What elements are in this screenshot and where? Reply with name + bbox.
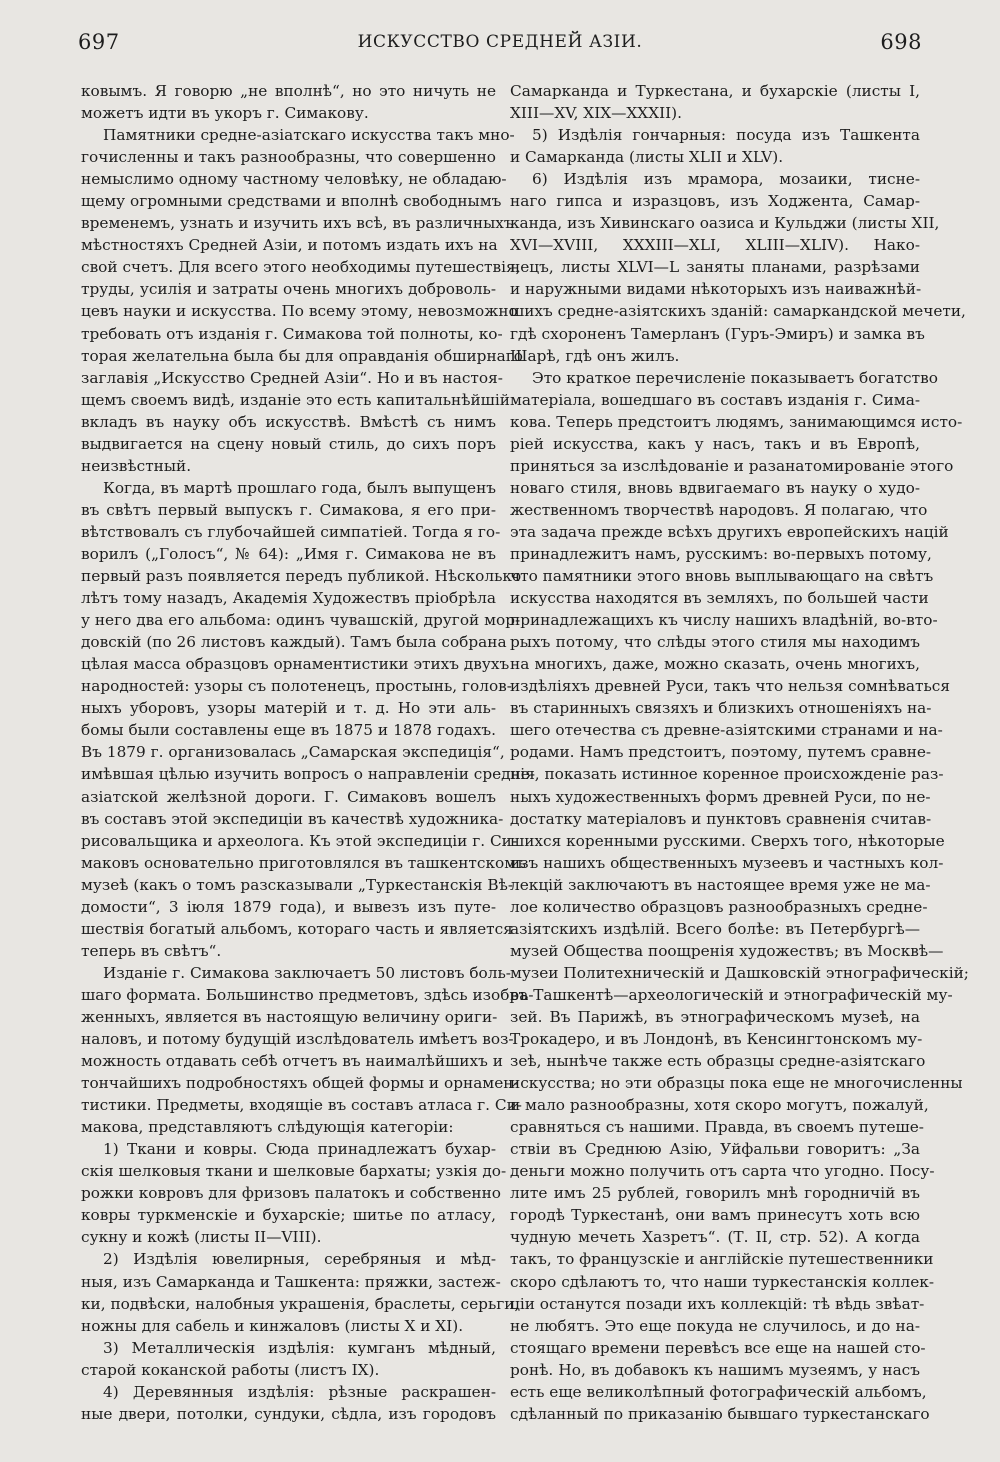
text-line: что памятники этого вновь выплывающаго на свѣтъ (510, 567, 934, 586)
text-line: шихъ средне-азіятскихъ зданій: самаркандской мечети, (510, 302, 966, 321)
text-line: ронѣ. Но, въ добавокъ къ нашимъ музеямъ, у насъ (510, 1360, 920, 1379)
text-line: можетъ идти въ укоръ г. Симакову. (81, 104, 369, 123)
text-line: Трокадеро, и въ Лондонѣ, въ Кенсингтонскомъ му- (510, 1030, 923, 1049)
text-line: неизвѣстный. (81, 456, 192, 475)
text-line: шествія богатый альбомъ, котораго часть и является (81, 919, 513, 938)
text-line: ковры туркменскіе и бухарскіе; шитье по атласу, (81, 1206, 496, 1225)
text-line: ножны для сабель и кинжаловъ (листы X и XI). (81, 1316, 464, 1335)
text-line: искусства находятся въ земляхъ, по большей части (510, 589, 929, 608)
text-line: лите имъ 25 рублей, говорилъ мнѣ городничій въ (510, 1184, 920, 1203)
text-line: рисовальщика и археолога. Къ этой экспедиціи г. Си- (81, 831, 518, 850)
text-line: ныя, изъ Самарканда и Ташкента: пряжки, застеж- (81, 1272, 501, 1291)
text-line: нецъ, листы XLVI—L заняты планами, разрѣзами (510, 258, 920, 277)
text-line: канда, изъ Хивинскаго оазиса и Кульджи (листы XII, (510, 214, 940, 233)
text-line: довскій (по 26 листовъ каждый). Тамъ была собрана (81, 633, 507, 652)
text-line: цѣлая масса образцовъ орнаментистики этихъ двухъ (81, 655, 510, 674)
text-line: 5) Издѣлія гончарныя: посуда изъ Ташкента (532, 126, 920, 145)
text-line: азіятскихъ издѣлій. Всего болѣе: въ Петербургѣ— (510, 919, 920, 938)
text-line: сравняться съ нашими. Правда, въ своемъ путеше- (510, 1118, 924, 1137)
text-line: щемъ своемъ видѣ, изданіе это есть капитальнѣйшій (81, 390, 510, 409)
text-line: 6) Издѣлія изъ мрамора, мозаики, тисне- (532, 170, 920, 189)
text-line: изъ нашихъ общественныхъ музеевъ и частныхъ кол- (510, 853, 944, 872)
text-line: не любятъ. Это еще покуда не случилось, и до на- (510, 1316, 920, 1335)
text-line: щему огромными средствами и вполнѣ свободнымъ (81, 192, 502, 211)
text-line: свой счетъ. Для всего этого необходимы путешествія, (81, 258, 521, 277)
text-line: на многихъ, даже, можно сказать, очень многихъ, (510, 655, 920, 674)
text-line: достатку матеріаловъ и пунктовъ сравненія считав- (510, 809, 932, 828)
text-line: лекцій заключаютъ въ настоящее время уже не ма- (510, 875, 931, 894)
text-line: эта задача прежде всѣхъ другихъ европейскихъ націй (510, 522, 949, 541)
text-line: ріей искусства, какъ у насъ, такъ и въ Европѣ, (510, 434, 920, 453)
text-line: въ составъ этой экспедиціи въ качествѣ художника- (81, 809, 504, 828)
text-line: ныхъ уборовъ, узоры матерій и т. д. Но эти аль- (81, 699, 496, 718)
text-line: имѣвшая цѣлью изучить вопросъ о направленіи средне- (81, 765, 536, 784)
text-line: шаго формата. Большинство предметовъ, здѣсь изобра- (81, 985, 534, 1004)
right-column (510, 80, 969, 1425)
text-line: выдвигается на сцену новый стиль, до сихъ поръ (81, 434, 496, 453)
text-line: Самарканда и Туркестана, и бухарскіе (листы I, (510, 82, 920, 100)
text-line: XVI—XVIII, XXXIII—XLI, XLIII—XLIV). Нако- (510, 236, 920, 255)
text-line: принадлежитъ намъ, русскимъ: во-первыхъ потому, (510, 544, 932, 563)
page-number-right: 698 (880, 30, 922, 54)
text-line: ки, подвѣски, налобныя украшенія, браслеты, серьги, (81, 1294, 520, 1313)
text-line: и мало разнообразны, хотя скоро могутъ, пожалуй, (510, 1096, 929, 1115)
text-line: торая желательна была бы для оправданія обширнаго (81, 346, 524, 365)
text-line: нія, показать истинное коренное происхожденіе раз- (510, 765, 944, 784)
text-line: есть еще великолѣпный фотографическій альбомъ, (510, 1382, 927, 1401)
text-line: 4) Деревянныя издѣлія: рѣзные раскрашен- (103, 1382, 496, 1401)
text-line: женныхъ, является въ настоящую величину ориги- (81, 1007, 498, 1026)
text-line: можность отдавать себѣ отчетъ въ наималѣйшихъ и (81, 1052, 503, 1071)
text-line: гочисленны и такъ разнообразны, что совершенно (81, 148, 496, 167)
text-line: родами. Намъ предстоитъ, поэтому, путемъ сравне- (510, 743, 932, 762)
text-line: ціи останутся позади ихъ коллекцій: тѣ вѣдь звѣат- (510, 1294, 925, 1313)
text-line: жественномъ творчествѣ народовъ. Я полагаю, что (510, 500, 928, 519)
text-line: Изданіе г. Симакова заключаетъ 50 листовъ боль- (103, 963, 511, 982)
text-line: наловъ, и потому будущій изслѣдователь имѣетъ воз- (81, 1030, 514, 1049)
text-line: временемъ, узнать и изучить ихъ всѣ, въ различныхъ (81, 214, 514, 233)
text-line: тончайшихъ подробностяхъ общей формы и орнамен- (81, 1074, 519, 1093)
text-line: старой коканской работы (листъ IX). (81, 1360, 380, 1379)
text-line: вкладъ въ науку объ искусствѣ. Вмѣстѣ съ нимъ (81, 412, 496, 431)
text-line: первый разъ появляется передъ публикой. Нѣсколько (81, 567, 522, 586)
text-line: 2) Издѣлія ювелирныя, серебряныя и мѣд- (103, 1250, 496, 1269)
text-line: шего отечества съ древне-азіятскими странами и на- (510, 721, 943, 740)
text-line: въ старинныхъ связяхъ и близкихъ отношеніяхъ на- (510, 699, 932, 718)
text-line: такъ, то французскіе и англійскіе путешественники (510, 1250, 934, 1269)
text-line: издѣліяхъ древней Руси, такъ что нельзя сомнѣваться (510, 677, 950, 696)
text-line: труды, усилія и затраты очень многихъ доброволь- (81, 280, 496, 299)
text-line: гдѣ схороненъ Тамерланъ (Гуръ-Эмиръ) и замка въ (510, 324, 925, 343)
text-line: Это краткое перечисленіе показываетъ богатство (532, 368, 938, 387)
text-line: новаго стиля, вновь вдвигаемаго въ науку о худо- (510, 478, 920, 497)
text-line: деньги можно получить отъ сарта что угодно. Посу- (510, 1162, 935, 1181)
text-line: музей Общества поощренія художествъ; въ Москвѣ— (510, 941, 944, 960)
text-line: Шарѣ, гдѣ онъ жилъ. (510, 346, 680, 365)
text-line: XIII—XV, XIX—XXXII). (510, 104, 683, 123)
text-line: лое количество образцовъ разнообразныхъ средне- (510, 897, 928, 916)
text-line: въ Ташкентѣ—археологическій и этнографическій му- (510, 985, 953, 1004)
text-line: и наружными видами нѣкоторыхъ изъ наиважнѣй- (510, 280, 922, 299)
text-line: матеріала, вошедшаго въ составъ изданія г. Сима- (510, 390, 920, 409)
text-line: кова. Теперь предстоитъ людямъ, занимающимся исто- (510, 412, 963, 431)
left-column (81, 80, 536, 1425)
text-line: зей. Въ Парижѣ, въ этнографическомъ музеѣ, на (510, 1007, 920, 1026)
text-line: азіатской желѣзной дороги. Г. Симаковъ вошелъ (81, 787, 496, 806)
text-line: лѣтъ тому назадъ, Академія Художествъ пріобрѣла (81, 589, 496, 608)
text-line: домости“, 3 іюля 1879 года), и вывезъ изъ путе- (81, 897, 496, 916)
text-line: 3) Металлическія издѣлія: кумганъ мѣдный, (103, 1338, 496, 1357)
text-line: ствіи въ Среднюю Азію, Уйфальви говоритъ: „За (510, 1140, 920, 1159)
text-line: 1) Ткани и ковры. Сюда принадлежатъ бухар- (103, 1140, 496, 1159)
text-line: искусства; но эти образцы пока еще не многочисленны (510, 1074, 963, 1093)
running-header (78, 30, 922, 60)
text-line: немыслимо одному частному человѣку, не обладаю- (81, 170, 507, 189)
text-line: тистики. Предметы, входящіе въ составъ атласа г. Си- (81, 1096, 522, 1115)
text-line: народностей: узоры съ полотенецъ, простынь, голов- (81, 677, 512, 696)
text-line: у него два его альбома: одинъ чувашскій, другой мор- (81, 611, 521, 630)
page-number-left: 697 (78, 30, 120, 54)
text-line: ковымъ. Я говорю „не вполнѣ“, но это ничуть не (81, 82, 496, 100)
text-line: стоящаго времени перевѣсъ все еще на нашей сто- (510, 1338, 926, 1357)
text-line: скоро сдѣлаютъ то, что наши туркестанскія коллек- (510, 1272, 934, 1291)
text-line: и Самарканда (листы XLII и XLV). (510, 148, 784, 167)
text-line: теперь въ свѣтъ“. (81, 941, 222, 960)
text-line: вѣтствовалъ съ глубочайшей симпатіей. Тогда я го- (81, 522, 501, 541)
text-line: зеѣ, нынѣче также есть образцы средне-азіятскаго (510, 1052, 926, 1071)
text-line: мѣстностяхъ Средней Азіи, и потомъ издать ихъ на (81, 236, 498, 255)
running-title: ИСКУССТВО СРЕДНЕЙ АЗІИ. (357, 32, 643, 52)
text-line: маковъ основательно приготовлялся въ ташкентскомъ (81, 853, 526, 872)
text-line: ворилъ („Голосъ“, № 64): „Имя г. Симакова не въ (81, 544, 496, 563)
text-line: цевъ науки и искусства. По всему этому, невозможно (81, 302, 518, 321)
text-line: ные двери, потолки, сундуки, сѣдла, изъ городовъ (81, 1404, 496, 1423)
text-line: сдѣланный по приказанію бывшаго туркестанскаго (510, 1404, 930, 1423)
text-line: Въ 1879 г. организовалась „Самарская экспедиція“, (81, 743, 505, 762)
text-line: наго гипса и изразцовъ, изъ Ходжента, Самар- (510, 192, 920, 211)
text-line: макова, представляютъ слѣдующія категоріи: (81, 1118, 454, 1137)
text-line: приняться за изслѣдованіе и разанатомированіе этого (510, 456, 954, 475)
text-line: сукну и кожѣ (листы II—VIII). (81, 1228, 322, 1247)
text-line: Памятники средне-азіатскаго искусства такъ мно- (103, 126, 515, 145)
text-line: требовать отъ изданія г. Симакова той полноты, ко- (81, 324, 503, 343)
text-line: музеи Политехническій и Дашковскій этнографическій; (510, 963, 969, 982)
text-line: шихся коренными русскими. Сверхъ того, нѣкоторые (510, 831, 945, 850)
text-line: принадлежащихъ къ числу нашихъ владѣній, во-вто- (510, 611, 938, 630)
text-line: бомы были составлены еще въ 1875 и 1878 годахъ. (81, 721, 496, 740)
text-line: городѣ Туркестанѣ, они вамъ принесутъ хоть всю (510, 1206, 920, 1225)
text-line: музеѣ (какъ о томъ разсказывали „Туркестанскія Вѣ- (81, 875, 513, 894)
text-line: ныхъ художественныхъ формъ древней Руси, по не- (510, 787, 931, 806)
text-line: скія шелковыя ткани и шелковые бархаты; узкія до- (81, 1162, 507, 1181)
text-line: рыхъ потому, что слѣды этого стиля мы находимъ (510, 633, 920, 652)
text-line: чудную мечеть Хазретъ“. (Т. II, стр. 52). А когда (510, 1228, 920, 1247)
text-line: въ свѣтъ первый выпускъ г. Симакова, я его при- (81, 500, 496, 519)
text-line: Когда, въ мартѣ прошлаго года, былъ выпущенъ (103, 478, 496, 497)
text-line: рожки ковровъ для фризовъ палатокъ и собственно (81, 1184, 501, 1203)
text-line: заглавія „Искусство Средней Азіи“. Но и въ настоя- (81, 368, 503, 387)
